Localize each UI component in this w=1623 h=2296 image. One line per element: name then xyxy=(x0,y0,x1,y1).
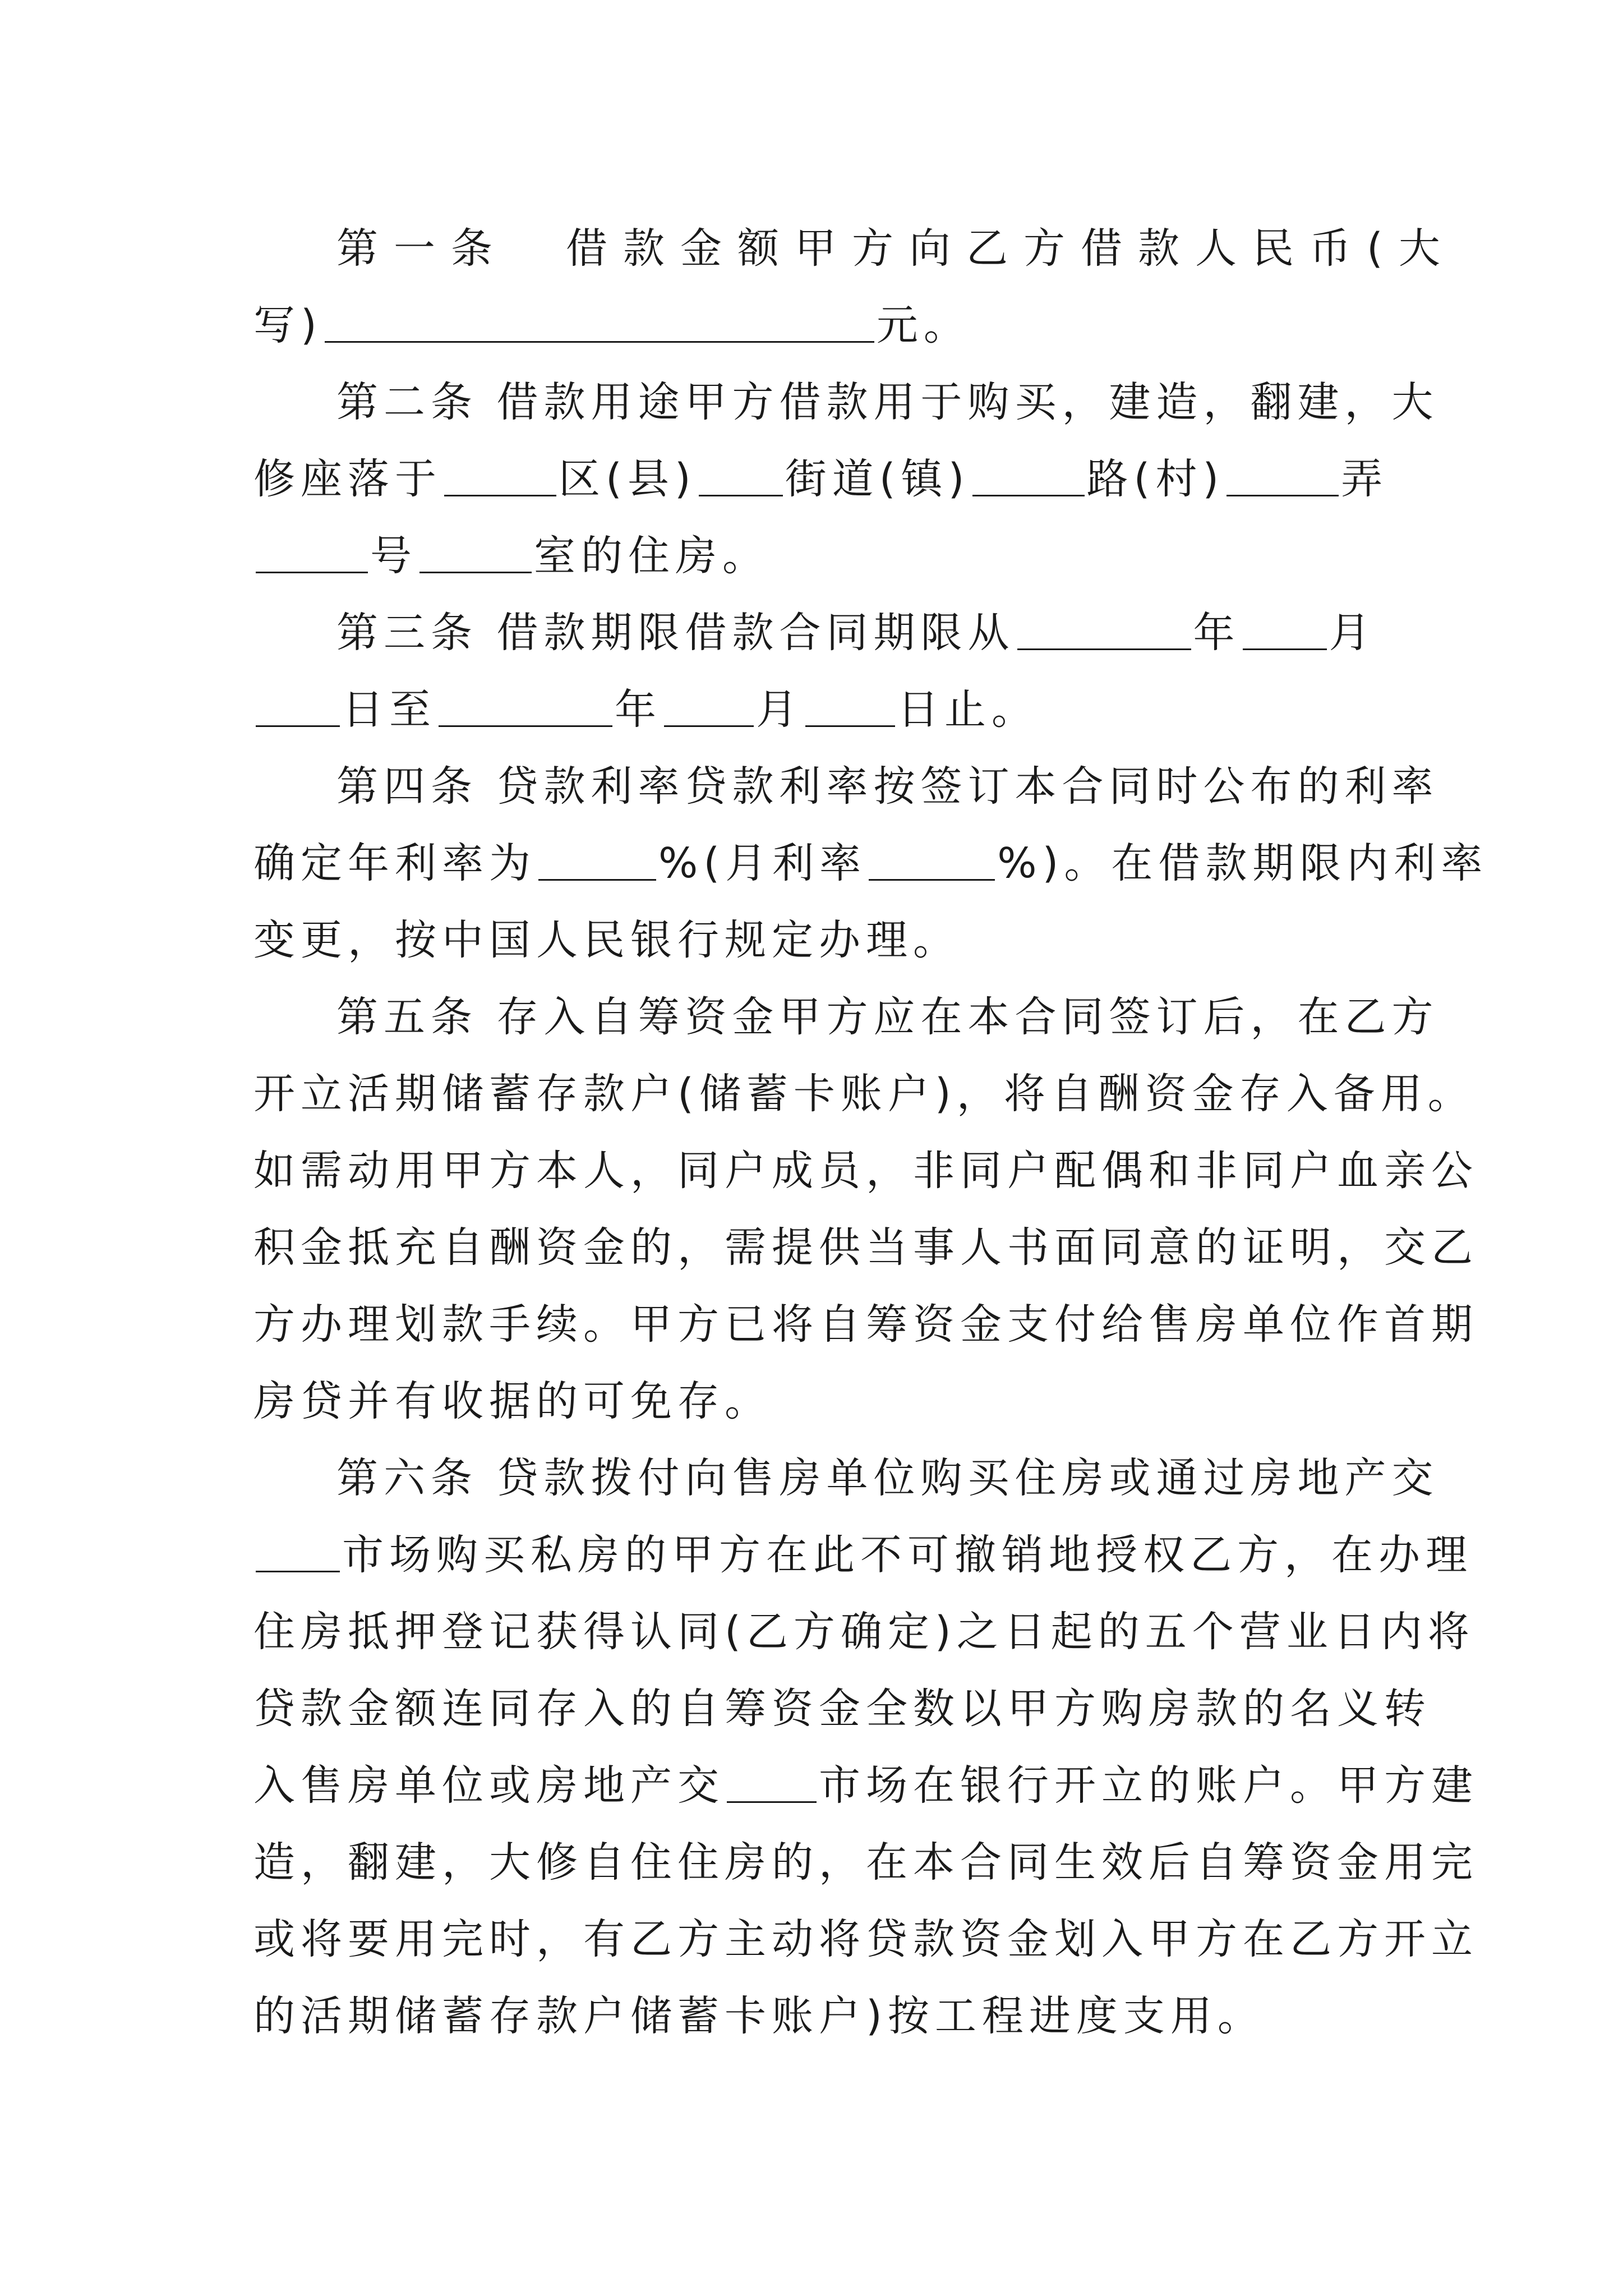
text-segment: 室的住房。 xyxy=(534,532,769,580)
end-year-blank[interactable] xyxy=(439,686,612,727)
article-6-line-3 xyxy=(253,1594,1475,1671)
text-segment: 变更，按中国人民银行规定办理。 xyxy=(253,916,960,964)
article-4-line-1 xyxy=(336,748,1439,825)
article-4 xyxy=(253,748,1488,979)
end-month-blank[interactable] xyxy=(664,686,754,727)
text-segment: 住房抵押登记获得认同(乙方确定)之日起的五个营业日内将 xyxy=(253,1608,1475,1656)
contract-page xyxy=(253,210,1488,2055)
article-6-line-2 xyxy=(253,1517,1473,1594)
start-month-blank[interactable] xyxy=(1243,609,1327,650)
start-year-blank[interactable] xyxy=(1017,609,1191,650)
lane-blank[interactable] xyxy=(1227,455,1339,496)
text-segment: 年 xyxy=(615,685,662,734)
article-2 xyxy=(253,364,1439,595)
article-1-line-1 xyxy=(336,210,1456,287)
article-5 xyxy=(253,979,1478,1440)
text-segment: 年 xyxy=(1193,609,1241,657)
article-6 xyxy=(253,1440,1478,2055)
article-6-line-5 xyxy=(253,1747,1478,1824)
article-5-line-4 xyxy=(253,1209,1478,1286)
article-5-line-1 xyxy=(336,979,1439,1056)
text-segment: 号 xyxy=(370,532,417,580)
article-5-line-6 xyxy=(253,1363,1398,1440)
text-segment: 弄 xyxy=(1341,455,1389,503)
text-segment: 写) xyxy=(253,301,322,349)
article-4-line-3 xyxy=(253,902,1398,979)
road-blank[interactable] xyxy=(972,455,1085,496)
text-segment: 第五条 存入自筹资金甲方应在本合同签订后，在乙方 xyxy=(336,993,1439,1041)
text-segment: 路(村) xyxy=(1086,455,1225,503)
article-6-line-7 xyxy=(253,1901,1478,1978)
article-6-line-4 xyxy=(253,1671,1431,1747)
article-2-line-3 xyxy=(253,518,1398,595)
article-2-line-1 xyxy=(336,364,1439,441)
text-segment: 市场在银行开立的账户。甲方建 xyxy=(819,1761,1478,1810)
text-segment: 入售房单位或房地产交 xyxy=(253,1761,725,1810)
text-segment: 贷款金额连同存入的自筹资金全数以甲方购房款的名义转 xyxy=(253,1685,1431,1733)
street-blank[interactable] xyxy=(699,455,783,496)
article-4-line-2 xyxy=(253,825,1488,902)
text-segment: 月 xyxy=(1329,609,1376,657)
room-blank[interactable] xyxy=(419,532,532,573)
number-blank[interactable] xyxy=(256,532,368,573)
text-segment: 月 xyxy=(756,685,803,734)
article-3 xyxy=(253,595,1398,748)
text-segment: 元。 xyxy=(876,301,971,349)
text-segment: 日至 xyxy=(342,685,436,734)
text-segment: 市场购买私房的甲方在此不可撤销地授权乙方，在办理 xyxy=(342,1531,1473,1579)
text-segment: %)。在借款期限内利率 xyxy=(997,839,1488,887)
annual-rate-blank[interactable] xyxy=(538,840,656,881)
article-6-line-1 xyxy=(336,1440,1439,1517)
text-segment: 日止。 xyxy=(897,685,1039,734)
text-segment: 第三条 借款期限借款合同期限从 xyxy=(336,609,1015,657)
article-2-line-2 xyxy=(253,441,1398,518)
article-5-line-5 xyxy=(253,1286,1478,1363)
exchange-blank[interactable] xyxy=(256,1531,340,1572)
text-segment: 区(县) xyxy=(559,455,697,503)
text-segment: 方办理划款手续。甲方已将自筹资金支付给售房单位作首期 xyxy=(253,1300,1478,1349)
start-day-blank[interactable] xyxy=(256,686,340,727)
text-segment: 第二条 借款用途甲方借款用于购买，建造，翻建，大 xyxy=(336,378,1439,426)
article-3-line-2 xyxy=(253,671,1398,748)
article-3-line-1 xyxy=(336,595,1398,671)
text-segment: 房贷并有收据的可免存。 xyxy=(253,1377,772,1425)
monthly-rate-blank[interactable] xyxy=(869,840,995,881)
text-segment: %(月利率 xyxy=(658,839,867,887)
text-segment: 的活期储蓄存款户储蓄卡账户)按工程进度支用。 xyxy=(253,1992,1265,2040)
text-segment: 造，翻建，大修自住住房的，在本合同生效后自筹资金用完 xyxy=(253,1838,1478,1887)
amount-blank[interactable] xyxy=(325,302,874,343)
text-segment: 街道(镇) xyxy=(785,455,970,503)
text-segment: 或将要用完时，有乙方主动将贷款资金划入甲方在乙方开立 xyxy=(253,1915,1478,1963)
district-blank[interactable] xyxy=(444,455,556,496)
article-6-line-8 xyxy=(253,1978,1398,2055)
article-5-line-3 xyxy=(253,1133,1478,1209)
text-segment: 开立活期储蓄存款户(储蓄卡账户)，将自酬资金存入备用。 xyxy=(253,1070,1475,1118)
article-1 xyxy=(253,210,1456,364)
text-segment: 积金抵充自酬资金的，需提供当事人书面同意的证明，交乙 xyxy=(253,1223,1478,1272)
text-segment: 第六条 贷款拨付向售房单位购买住房或通过房地产交 xyxy=(336,1454,1439,1502)
text-segment: 修座落于 xyxy=(253,455,442,503)
end-day-blank[interactable] xyxy=(805,686,895,727)
article-1-line-2 xyxy=(253,287,1398,364)
exchange-blank-2[interactable] xyxy=(727,1762,817,1803)
article-5-line-2 xyxy=(253,1056,1475,1133)
text-segment: 如需动用甲方本人，同户成员，非同户配偶和非同户血亲公 xyxy=(253,1147,1478,1195)
text-segment: 确定年利率为 xyxy=(253,839,536,887)
article-6-line-6 xyxy=(253,1824,1478,1901)
text-segment: 第一条 借款金额甲方向乙方借款人民币(大 xyxy=(336,224,1456,273)
text-segment: 第四条 贷款利率贷款利率按签订本合同时公布的利率 xyxy=(336,762,1439,811)
